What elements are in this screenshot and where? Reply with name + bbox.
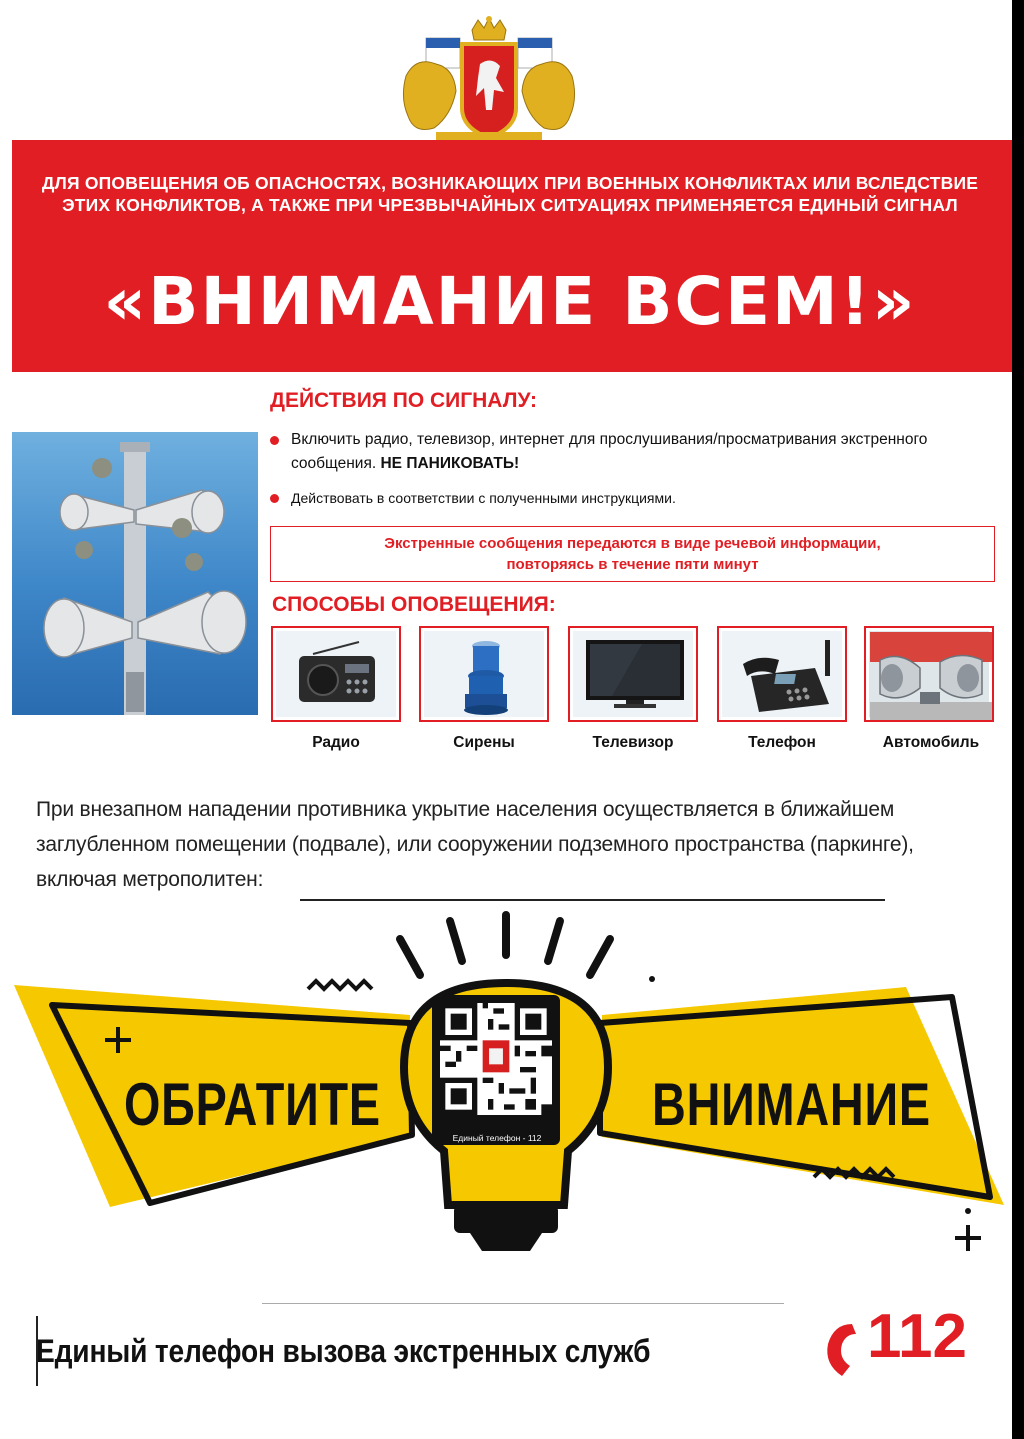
attention-word-right: ВНИМАНИЕ [652,1071,931,1138]
header-intro-line2: ЭТИХ КОНФЛИКТОВ, А ТАКЖЕ ПРИ ЧРЕЗВЫЧАЙНЫХ СИТУАЦИЯХ ПРИМЕНЯЕТСЯ ЕДИНЫЙ СИГНАЛ [62,195,958,215]
method-label-siren: Сирены [453,734,515,751]
metro-fill-line [300,899,885,901]
shelter-paragraph [36,792,1006,897]
signal-title: «ВНИМАНИЕ ВСЕМ!» [103,263,917,340]
notice-line1: Экстренные сообщения передаются в виде речевой информации, [384,535,881,552]
shelter-line3-text: включая метрополитен: [36,868,264,891]
phone-icon [729,634,839,718]
action-item-2 [270,486,1005,510]
bullet-dot [270,436,279,445]
footer-emergency-number: 112 [867,1302,968,1371]
tv-icon [582,636,688,716]
attention-word-left: ОБРАТИТЕ [124,1071,381,1138]
loudspeaker-tower-icon [12,432,258,715]
actions-title: ДЕЙСТВИЯ ПО СИГНАЛУ: [270,389,538,412]
coat-of-arms-emblem [396,16,582,146]
siren-icon [455,636,517,716]
phone-handset-icon [820,1320,864,1380]
method-label-car: Автомобиль [882,734,980,751]
method-label-phone: Телефон [748,734,816,751]
method-card-phone [717,626,847,722]
notice-line2: повторяясь в течение пяти минут [506,556,759,573]
radio-icon [293,640,381,710]
action-item-1 [270,428,1005,476]
footer-top-rule [262,1303,784,1304]
header-intro-line1: ДЛЯ ОПОВЕЩЕНИЯ ОБ ОПАСНОСТЯХ, ВОЗНИКАЮЩИХ ПРИ ВОЕННЫХ КОНФЛИКТАХ ИЛИ ВСЛЕДСТВИЕ [41,173,979,193]
shelter-line1: При внезапном нападении противника укрытие населения осуществляется в ближайшем [36,798,895,821]
action-item-1-bold: НЕ ПАНИКОВАТЬ! [380,455,520,472]
bullet-dot [270,494,279,503]
emergency-notice-box [270,526,995,582]
qr-caption: Единый телефон - 112 [452,1133,542,1143]
method-card-tv [568,626,698,722]
method-card-radio [271,626,401,722]
method-label-tv: Телевизор [592,734,674,751]
loudspeaker-tower-photo [12,432,258,715]
header-intro [30,172,990,216]
method-label-radio: Радио [312,734,360,751]
action-item-2-text: Действовать в соответствии с полученными инструкциями. [291,490,676,506]
action-item-1-text: Включить радио, телевизор, интернет для прослушивания/просматривания экстренного сообщения. [291,431,928,472]
car-loudspeaker-icon [870,632,992,720]
method-card-siren [419,626,549,722]
shelter-line3 [36,862,1006,897]
methods-title: СПОСОБЫ ОПОВЕЩЕНИЯ: [272,593,556,616]
shelter-line2: заглубленном помещении (подвале), или сооружении подземного пространства (паркинге), [36,833,914,856]
qr-code-icon [440,1003,552,1115]
footer-emergency-text: Единый телефон вызова экстренных служб [36,1333,651,1369]
method-card-car [864,626,994,722]
